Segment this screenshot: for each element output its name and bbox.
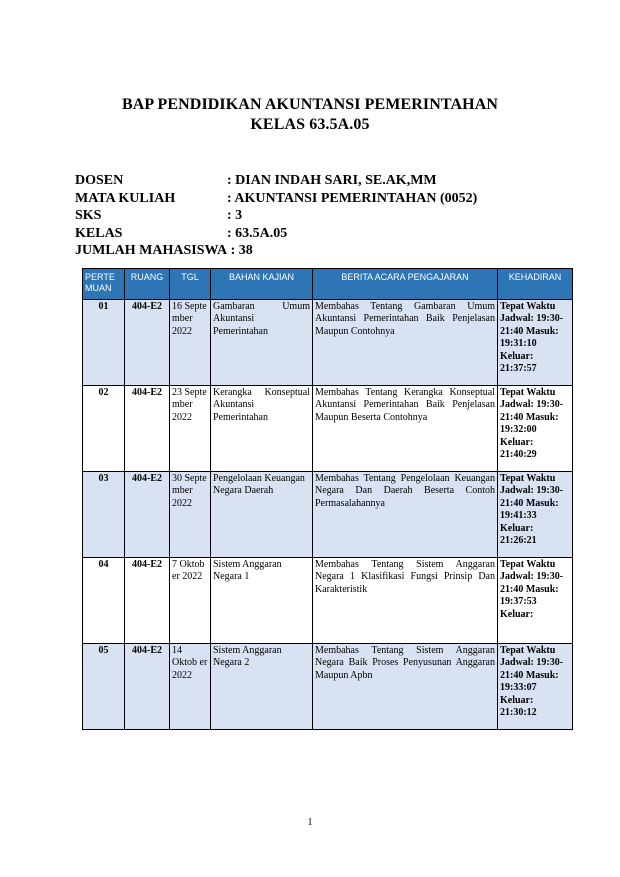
jumlah-label: JUMLAH MAHASISWA bbox=[75, 243, 228, 258]
cell-berita: Membahas Tentang Sistem Anggaran Negara 1 Klasifikasi Fungsi Prinsip Dan Karakteristik bbox=[313, 558, 498, 644]
info-row-sks bbox=[75, 207, 477, 225]
cell-berita: Membahas Tentang Pengelolaan Keuangan Negara Dan Daerah Beserta Contoh Permasalahannya bbox=[313, 472, 498, 558]
cell-kehadiran: Tepat Waktu Jadwal: 19:30-21:40 Masuk: 19:33:07 Keluar: 21:30:12 bbox=[498, 644, 573, 730]
cell-ruang: 404-E2 bbox=[125, 558, 170, 644]
cell-pertemuan: 02 bbox=[83, 386, 125, 472]
cell-bahan: Sistem Anggaran Negara 2 bbox=[211, 644, 313, 730]
header-tgl: TGL bbox=[170, 269, 211, 300]
header-bahan-kajian: BAHAN KAJIAN bbox=[211, 269, 313, 300]
kelas-value: : 63.5A.05 bbox=[227, 225, 288, 241]
dosen-value: : DIAN INDAH SARI, SE.AK,MM bbox=[227, 173, 437, 188]
dosen-label: DOSEN bbox=[75, 173, 124, 188]
cell-kehadiran: Tepat Waktu Jadwal: 19:30-21:40 Masuk: 19:41:33 Keluar: 21:26:21 bbox=[498, 472, 573, 558]
cell-kehadiran: Tepat Waktu Jadwal: 19:30-21:40 Masuk: 19:31:10 Keluar: 21:37:57 bbox=[498, 300, 573, 386]
cell-tgl: 30 Septe mber 2022 bbox=[170, 472, 211, 558]
page-number: 1 bbox=[307, 817, 313, 828]
sks-label: SKS bbox=[75, 208, 102, 223]
info-row-jumlah bbox=[75, 242, 477, 260]
cell-tgl: 7 Oktob er 2022 bbox=[170, 558, 211, 644]
kelas-label: KELAS bbox=[75, 225, 123, 241]
cell-bahan: Sistem Anggaran Negara 1 bbox=[211, 558, 313, 644]
header-pertemuan: PERTE MUAN bbox=[83, 269, 125, 300]
sks-value: : 3 bbox=[227, 208, 243, 223]
info-row-dosen bbox=[75, 172, 477, 190]
cell-tgl: 16 Septe mber 2022 bbox=[170, 300, 211, 386]
matakuliah-value: : AKUNTANSI PEMERINTAHAN (0052) bbox=[227, 190, 478, 206]
header-berita-acara: BERITA ACARA PENGAJARAN bbox=[313, 269, 498, 300]
cell-ruang: 404-E2 bbox=[125, 472, 170, 558]
cell-ruang: 404-E2 bbox=[125, 644, 170, 730]
table-row bbox=[83, 472, 573, 558]
table-row bbox=[83, 558, 573, 644]
cell-kehadiran: Tepat Waktu Jadwal: 19:30-21:40 Masuk: 19:37:53 Keluar: bbox=[498, 558, 573, 644]
document-subtitle: KELAS 63.5A.05 bbox=[250, 116, 370, 133]
cell-bahan: Kerangka Konseptual Akuntansi Pemerintahan bbox=[211, 386, 313, 472]
cell-kehadiran: Tepat Waktu Jadwal: 19:30-21:40 Masuk: 19:32:00 Keluar: 21:40:29 bbox=[498, 386, 573, 472]
table-header-row bbox=[83, 269, 573, 300]
cell-bahan: Pengelolaan Keuangan Negara Daerah bbox=[211, 472, 313, 558]
cell-tgl: 14 Oktob er 2022 bbox=[170, 644, 211, 730]
document-title: BAP PENDIDIKAN AKUNTANSI PEMERINTAHAN bbox=[121, 96, 499, 113]
header-ruang: RUANG bbox=[125, 269, 170, 300]
matakuliah-label: MATA KULIAH bbox=[75, 190, 176, 206]
cell-pertemuan: 01 bbox=[83, 300, 125, 386]
cell-berita: Membahas Tentang Kerangka Konseptual Akuntansi Pemerintahan Baik Penjelasan Maupun Beserta Contohnya bbox=[313, 386, 498, 472]
cell-tgl: 23 Septe mber 2022 bbox=[170, 386, 211, 472]
cell-pertemuan: 04 bbox=[83, 558, 125, 644]
cell-berita: Membahas Tentang Gambaran Umum Akuntansi Pemerintahan Baik Penjelasan Maupun Contohnya bbox=[313, 300, 498, 386]
cell-bahan: Gambaran Umum Akuntansi Pemerintahan bbox=[211, 300, 313, 386]
table-row bbox=[83, 300, 573, 386]
attendance-table bbox=[82, 268, 573, 730]
cell-ruang: 404-E2 bbox=[125, 386, 170, 472]
cell-pertemuan: 03 bbox=[83, 472, 125, 558]
jumlah-value: : 38 bbox=[230, 243, 253, 258]
cell-pertemuan: 05 bbox=[83, 644, 125, 730]
info-row-matakuliah bbox=[75, 190, 477, 208]
info-row-kelas bbox=[75, 225, 477, 243]
course-info bbox=[75, 172, 477, 260]
header-kehadiran: KEHADIRAN bbox=[498, 269, 573, 300]
cell-ruang: 404-E2 bbox=[125, 300, 170, 386]
cell-berita: Membahas Tentang Sistem Anggaran Negara Baik Proses Penyusunan Anggaran Maupun Apbn bbox=[313, 644, 498, 730]
table-row bbox=[83, 386, 573, 472]
table-row bbox=[83, 644, 573, 730]
